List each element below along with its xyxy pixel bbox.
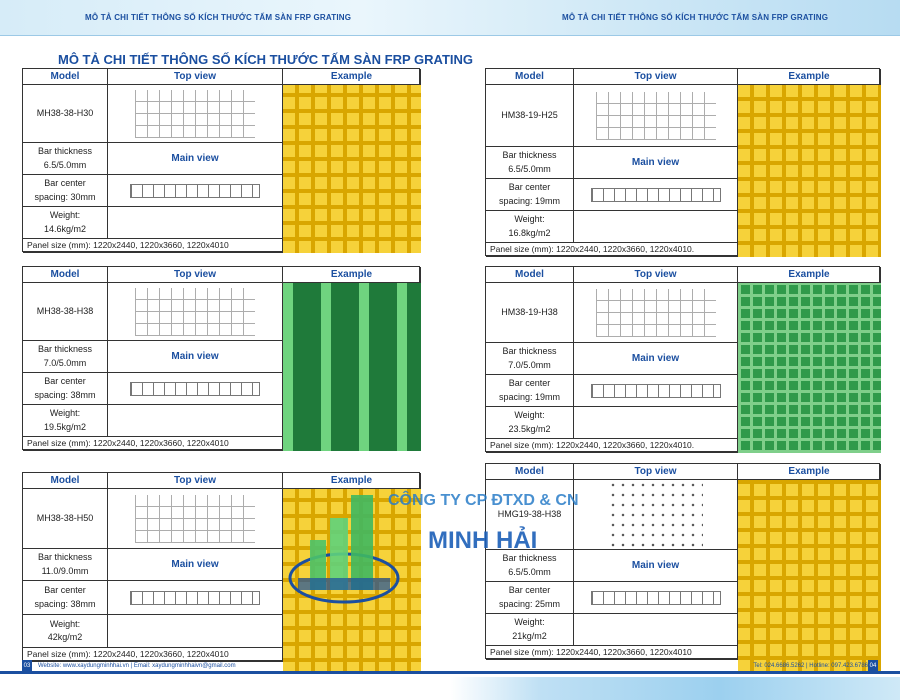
- model-name: HM38-19-H38: [486, 283, 574, 343]
- main-view-drawing: [108, 373, 283, 405]
- column-header-top-view: Top view: [574, 267, 738, 283]
- bar-spacing-cell: [486, 582, 574, 614]
- column-header-top-view: Top view: [108, 69, 283, 85]
- page-number-left: 03: [22, 660, 32, 673]
- main-view-label: Main view: [574, 147, 738, 179]
- main-view-sketch: [591, 384, 721, 398]
- bar-thickness-cell: [23, 341, 108, 373]
- main-view-label: Main view: [574, 550, 738, 582]
- weight-cell: [486, 211, 574, 243]
- main-view-label: Main view: [108, 549, 283, 581]
- bar-spacing-label: Bar center: [44, 178, 86, 188]
- bar-thickness-value: 6.5/5.0mm: [508, 566, 551, 577]
- bar-thickness-cell: [486, 147, 574, 179]
- bar-spacing-label: Bar center: [44, 376, 86, 386]
- top-view-drawing: [574, 480, 738, 550]
- weight-label: Weight:: [514, 617, 545, 627]
- empty-cell: [574, 614, 738, 646]
- bar-thickness-label: Bar thickness: [37, 552, 93, 562]
- top-view-drawing: [108, 283, 283, 341]
- empty-cell: [108, 405, 283, 437]
- main-view-label: Main view: [108, 143, 283, 175]
- bar-thickness-label: Bar thickness: [37, 344, 93, 354]
- weight-label: Weight:: [49, 408, 81, 418]
- bar-thickness-value: 7.0/5.0mm: [508, 359, 551, 370]
- panel-size: Panel size (mm): 1220x2440, 1220x3660, 1220x4010: [486, 646, 738, 660]
- company-name-line2: MINH HẢI: [428, 527, 538, 554]
- column-header-top-view: Top view: [108, 473, 283, 489]
- main-view-label: Main view: [574, 343, 738, 375]
- top-view-sketch: [596, 92, 716, 140]
- weight-value: 23.5kg/m2: [508, 423, 551, 434]
- column-header-model: Model: [486, 464, 574, 480]
- main-view-sketch: [591, 188, 721, 202]
- main-view-sketch: [130, 591, 260, 605]
- bar-thickness-cell: [23, 549, 108, 581]
- model-name: HM38-19-H25: [486, 85, 574, 147]
- bar-thickness-value: 7.0/5.0mm: [43, 357, 87, 368]
- bar-thickness-cell: [23, 143, 108, 175]
- bar-spacing-value: spacing: 19mm: [498, 195, 561, 206]
- bar-thickness-value: 6.5/5.0mm: [508, 163, 551, 174]
- top-view-drawing: [108, 489, 283, 549]
- main-view-drawing: [108, 175, 283, 207]
- model-name: MH38-38-H30: [23, 85, 108, 143]
- main-view-sketch: [591, 591, 721, 605]
- bar-spacing-value: spacing: 38mm: [34, 389, 96, 400]
- bar-thickness-cell: [486, 343, 574, 375]
- panel-size: Panel size (mm): 1220x2440, 1220x3660, 1220x4010.: [486, 243, 738, 257]
- model-name: MH38-38-H38: [23, 283, 108, 341]
- empty-cell: [108, 615, 283, 648]
- weight-value: 42kg/m2: [47, 632, 83, 642]
- example-photo: [738, 480, 881, 672]
- bar-thickness-label: Bar thickness: [502, 553, 557, 563]
- main-view-sketch: [130, 382, 260, 396]
- footer-contact-right: Tel: 024.6686.5262 | Hotline: 097.423.6786: [753, 663, 868, 669]
- bar-spacing-label: Bar center: [508, 585, 551, 595]
- footer-contact-left: Website: www.xaydungminhhai.vn | Email: xaydungminhhaivn@gmail.com: [38, 663, 236, 669]
- top-view-drawing: [574, 85, 738, 147]
- panel-size: Panel size (mm): 1220x2440, 1220x3660, 1220x4010.: [486, 439, 738, 453]
- weight-cell: [23, 405, 108, 437]
- weight-value: 19.5kg/m2: [43, 421, 87, 432]
- bar-thickness-label: Bar thickness: [502, 346, 557, 356]
- column-header-top-view: Top view: [574, 69, 738, 85]
- example-photo: [283, 85, 421, 253]
- bar-thickness-label: Bar thickness: [502, 150, 557, 160]
- main-view-drawing: [108, 581, 283, 615]
- column-header-model: Model: [23, 69, 108, 85]
- page-number-right: 04: [868, 660, 878, 673]
- top-view-drawing: [574, 283, 738, 343]
- weight-value: 21kg/m2: [512, 630, 547, 641]
- bottom-band: [0, 677, 900, 700]
- panel-size: Panel size (mm): 1220x2440, 1220x3660, 1220x4010: [23, 437, 283, 451]
- weight-label: Weight:: [514, 214, 545, 224]
- panel-size: Panel size (mm): 1220x2440, 1220x3660, 1220x4010: [23, 239, 283, 253]
- weight-label: Weight:: [49, 618, 81, 629]
- column-header-example: Example: [738, 69, 881, 85]
- column-header-example: Example: [738, 464, 881, 480]
- column-header-model: Model: [23, 473, 108, 489]
- main-view-drawing: [574, 179, 738, 211]
- column-header-top-view: Top view: [108, 267, 283, 283]
- weight-cell: [23, 207, 108, 239]
- example-photo: [738, 85, 881, 257]
- column-header-model: Model: [486, 267, 574, 283]
- model-name: MH38-38-H50: [23, 489, 108, 549]
- bar-spacing-cell: [23, 581, 108, 615]
- bar-spacing-value: spacing: 19mm: [498, 391, 561, 402]
- bar-spacing-value: spacing: 25mm: [498, 598, 561, 609]
- bar-thickness-value: 11.0/9.0mm: [41, 565, 89, 576]
- page-title: MÔ TẢ CHI TIẾT THÔNG SỐ KÍCH THƯỚC TẤM SÀN FRP GRATING: [58, 52, 473, 67]
- top-view-sketch: [135, 288, 255, 336]
- weight-label: Weight:: [49, 210, 81, 220]
- top-view-sketch: [135, 495, 255, 543]
- model-name: HMG19-38-H38: [486, 480, 574, 550]
- main-view-drawing: [574, 582, 738, 614]
- column-header-example: Example: [283, 473, 421, 489]
- top-view-sketch: [596, 289, 716, 337]
- top-view-sketch: [608, 480, 703, 550]
- column-header-model: Model: [23, 267, 108, 283]
- bar-spacing-value: spacing: 38mm: [34, 598, 96, 609]
- top-view-sketch: [135, 90, 255, 138]
- main-view-label: Main view: [108, 341, 283, 373]
- bar-thickness-label: Bar thickness: [37, 146, 93, 156]
- panel-size: Panel size (mm): 1220x2440, 1220x3660, 1220x4010: [23, 648, 283, 662]
- column-header-example: Example: [283, 69, 421, 85]
- empty-cell: [574, 407, 738, 439]
- bar-spacing-cell: [23, 373, 108, 405]
- column-header-top-view: Top view: [574, 464, 738, 480]
- company-logo: [288, 490, 400, 605]
- main-view-sketch: [130, 184, 260, 198]
- empty-cell: [108, 207, 283, 239]
- example-photo: [283, 283, 421, 451]
- weight-cell: [486, 614, 574, 646]
- bar-spacing-cell: [486, 179, 574, 211]
- running-header-left: MÔ TẢ CHI TIẾT THÔNG SỐ KÍCH THƯỚC TẤM SÀN FRP GRATING: [85, 13, 352, 22]
- column-header-model: Model: [486, 69, 574, 85]
- bar-spacing-cell: [486, 375, 574, 407]
- top-view-drawing: [108, 85, 283, 143]
- weight-cell: [486, 407, 574, 439]
- empty-cell: [574, 211, 738, 243]
- bar-spacing-label: Bar center: [508, 378, 551, 388]
- company-name-line1: CÔNG TY CP ĐTXD & CN: [388, 492, 579, 509]
- column-header-example: Example: [283, 267, 421, 283]
- bar-spacing-label: Bar center: [44, 585, 86, 595]
- main-view-drawing: [574, 375, 738, 407]
- example-photo: [738, 283, 881, 453]
- weight-value: 16.8kg/m2: [508, 227, 551, 238]
- bar-spacing-label: Bar center: [508, 182, 551, 192]
- column-header-example: Example: [738, 267, 881, 283]
- weight-cell: [23, 615, 108, 648]
- weight-value: 14.6kg/m2: [43, 223, 87, 234]
- footer: [0, 660, 900, 674]
- bar-spacing-value: spacing: 30mm: [34, 191, 96, 202]
- bar-spacing-cell: [23, 175, 108, 207]
- running-header-right: MÔ TẢ CHI TIẾT THÔNG SỐ KÍCH THƯỚC TẤM SÀN FRP GRATING: [562, 13, 829, 22]
- weight-label: Weight:: [514, 410, 545, 420]
- bar-thickness-value: 6.5/5.0mm: [43, 159, 87, 170]
